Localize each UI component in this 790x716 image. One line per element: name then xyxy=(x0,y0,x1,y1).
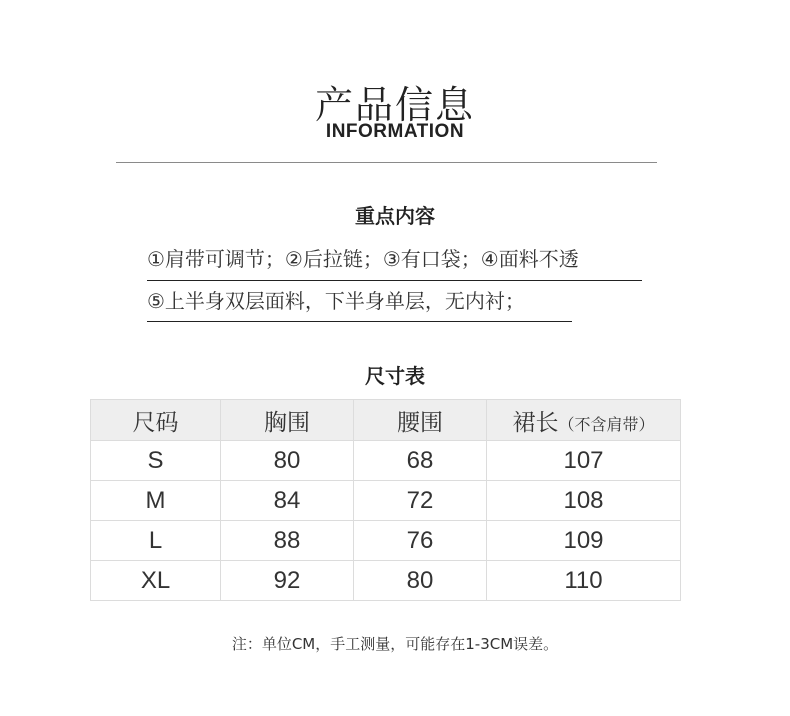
table-cell: 76 xyxy=(354,521,487,561)
table-cell: 109 xyxy=(487,521,681,561)
header-size xyxy=(91,400,221,441)
table-row xyxy=(91,481,681,521)
header-length xyxy=(487,400,681,441)
table-cell: 72 xyxy=(354,481,487,521)
size-chart-heading: 尺寸表 xyxy=(365,364,425,388)
table-cell: XL xyxy=(91,561,221,601)
table-cell: 84 xyxy=(221,481,354,521)
size-table-header-row xyxy=(91,400,681,441)
table-row xyxy=(91,521,681,561)
table-row xyxy=(91,441,681,481)
header-waist xyxy=(354,400,487,441)
header-bust-label: 胸围 xyxy=(264,409,310,436)
page-subtitle-english: INFORMATION xyxy=(325,121,465,142)
header-length-label: 裙长 xyxy=(512,409,559,436)
key-point-line-1: ①肩带可调节；②后拉链；③有口袋；④面料不透 xyxy=(147,247,579,271)
page-title: 产品信息 xyxy=(314,83,475,127)
header-size-label: 尺码 xyxy=(132,409,179,436)
table-cell: 108 xyxy=(487,481,681,521)
header-length-note: （不含肩带） xyxy=(558,414,655,434)
header-bust xyxy=(221,400,354,441)
table-cell: 68 xyxy=(354,441,487,481)
table-cell: 80 xyxy=(221,441,354,481)
table-cell: M xyxy=(91,481,221,521)
key-points-heading: 重点内容 xyxy=(355,204,435,228)
size-table xyxy=(90,399,681,601)
table-cell: 92 xyxy=(221,561,354,601)
table-cell: 88 xyxy=(221,521,354,561)
table-row xyxy=(91,561,681,601)
measurement-note: 注：单位CM，手工测量，可能存在1-3CM误差。 xyxy=(231,635,559,653)
table-cell: S xyxy=(91,441,221,481)
key-point-underline-1 xyxy=(147,280,642,281)
title-divider xyxy=(116,162,657,163)
table-cell: 110 xyxy=(487,561,681,601)
table-cell: 107 xyxy=(487,441,681,481)
header-waist-label: 腰围 xyxy=(397,409,443,436)
table-cell: 80 xyxy=(354,561,487,601)
key-point-line-2: ⑤上半身双层面料，下半身单层，无内衬； xyxy=(147,289,525,313)
table-cell: L xyxy=(91,521,221,561)
key-point-underline-2 xyxy=(147,321,572,322)
